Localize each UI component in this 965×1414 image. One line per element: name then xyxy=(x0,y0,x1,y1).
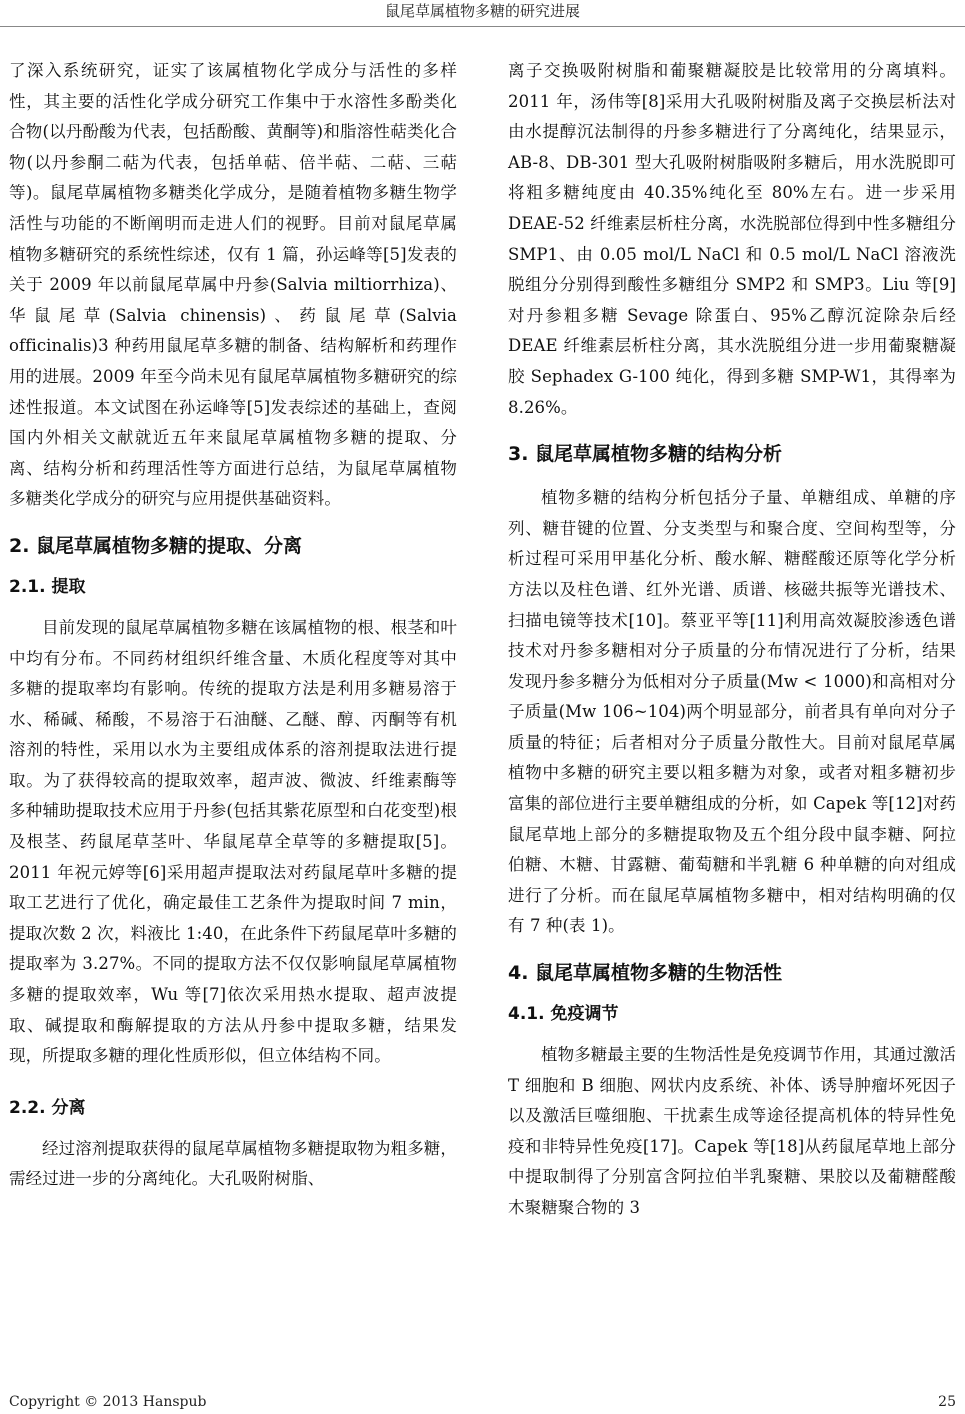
section-2-heading: 2. 鼠尾草属植物多糖的提取、分离 xyxy=(9,534,303,557)
separation-paragraph-continued: 离子交换吸附树脂和葡聚糖凝胶是比较常用的分离填料。2011 年，汤伟等[8]采用大孔吸附树脂及离子交换层析法对由水提醇沉法制得的丹参多糖进行了分离纯化，结果显示，AB-8、DB-301 型大孔吸附树脂吸附多糖后，用水洗脱即可将粗多糖纯度由 40.35%纯化至 80%左右。进一步采用 DEAE-52 纤维素层析柱分离，水洗脱部位得到中性多糖组分 SMP1、由 0.05 mol/L NaCl 和 0.5 mol/L NaCl 溶液洗脱组分分别得到酸性多糖组分 SMP2 和 SMP3。Liu 等[9]对丹参粗多糖 Sevage 除蛋白、95%乙醇沉淀除杂后经 DEAE 纤维素层析柱分离，其水洗脱组分进一步用葡聚糖凝胶 Sephadex G-100 纯化，得到多糖 SMP-W1，其得率为 8.26%。 xyxy=(508,61,956,417)
running-header xyxy=(0,0,965,27)
page-number: 25 xyxy=(938,1394,956,1410)
intro-paragraph-continued: 了深入系统研究，证实了该属植物化学成分与活性的多样性，其主要的活性化学成分研究工作集中于水溶性多酚类化合物(以丹酚酸为代表，包括酚酸、黄酮等)和脂溶性萜类化合物(以丹参酮二萜为代表，包括单萜、倍半萜、二萜、三萜等)。鼠尾草属植物多糖类化学成分，是随着植物多糖生物学活性与功能的不断阐明而走进人们的视野。目前对鼠尾草属植物多糖研究的系统性综述，仅有 1 篇，孙运峰等[5]发表的关于 2009 年以前鼠尾草属中丹参(Salvia miltiorrhiza)、华鼠尾草(Salvia chinensis)、药鼠尾草(Salvia officinalis)3 种药用鼠尾草多糖的制备、结构解析和药理作用的进展。2009 年至今尚未见有鼠尾草属植物多糖研究的综述性报道。本文试图在孙运峰等[5]发表综述的基础上，查阅国内外相关文献就近五年来鼠尾草属植物多糖的提取、分离、结构分析和药理活性等方面进行总结，为鼠尾草属植物多糖类化学成分的研究与应用提供基础资料。 xyxy=(9,61,457,509)
separation-paragraph: 经过溶剂提取获得的鼠尾草属植物多糖提取物为粗多糖，需经过进一步的分离纯化。大孔吸附树脂、 xyxy=(9,1138,457,1189)
section-2-1-heading: 2.1. 提取 xyxy=(9,576,86,597)
extraction-paragraph: 目前发现的鼠尾草属植物多糖在该属植物的根、根茎和叶中均有分布。不同药材组织纤维含量、木质化程度等对其中多糖的提取率均有影响。传统的提取方法是利用多糖易溶于水、稀碱、稀酸，不易溶于石油醚、乙醚、醇、丙酮等有机溶剂的特性，采用以水为主要组成体系的溶剂提取法进行提取。为了获得较高的提取效率，超声波、微波、纤维素酶等多种辅助提取技术应用于丹参(包括其紫花原型和白花变型)根及根茎、药鼠尾草茎叶、华鼠尾草全草等的多糖提取[5]。2011 年祝元婷等[6]采用超声提取法对药鼠尾草叶多糖的提取工艺进行了优化，确定最佳工艺条件为提取时间 7 min，提取次数 2 次，料液比 1:40，在此条件下药鼠尾草叶多糖的提取率为 3.27%。不同的提取方法不仅仅影响鼠尾草属植物多糖的提取效率，Wu 等[7]依次采用热水提取、超声波提取、碱提取和酶解提取的方法从丹参中提取多糖，结果发现，所提取多糖的理化性质形似，但立体结构不同。 xyxy=(9,617,457,1066)
structure-paragraph: 植物多糖的结构分析包括分子量、单糖组成、单糖的序列、糖苷键的位置、分支类型与和聚合度、空间构型等，分析过程可采用甲基化分析、酸水解、糖醛酸还原等化学分析方法以及柱色谱、红外光谱、质谱、核磁共振等光谱技术、扫描电镜等技术[10]。蔡亚平等[11]利用高效凝胶渗透色谱技术对丹参多糖相对分子质量的分布情况进行了分析，结果发现丹参多糖分为低相对分子质量(Mw < 1000)和高相对分子质量(Mw 106~104)两个明显部分，前者具有单向对分子质量的特征；后者相对分子质量分散性大。目前对鼠尾草属植物中多糖的研究主要以粗多糖为对象，或者对粗多糖初步富集的部位进行主要单糖组成的分析，如 Capek 等[12]对药鼠尾草地上部分的多糖提取物及五个组分段中鼠李糖、阿拉伯糖、木糖、甘露糖、葡萄糖和半乳糖 6 种单糖的向对组成进行了分析。而在鼠尾草属植物多糖中，相对结构明确的仅有 7 种(表 1)。 xyxy=(508,488,956,936)
section-2-2-heading: 2.2. 分离 xyxy=(9,1097,86,1118)
left-column xyxy=(9,56,457,1195)
copyright-notice: Copyright © 2013 Hanspub xyxy=(9,1394,207,1410)
section-4-1-heading: 4.1. 免疫调节 xyxy=(508,1004,619,1025)
right-column xyxy=(508,56,956,1224)
section-4-heading: 4. 鼠尾草属植物多糖的生物活性 xyxy=(508,962,783,985)
page-footer xyxy=(0,1392,965,1412)
immunity-paragraph: 植物多糖最主要的生物活性是免疫调节作用，其通过激活 T 细胞和 B 细胞、网状内皮系统、补体、诱导肿瘤坏死因子以及激活巨噬细胞、干扰素生成等途径提高机体的特异性免疫和非特异性免疫[17]。Capek 等[18]从药鼠尾草地上部分中提取制得了分别富含阿拉伯半乳聚糖、果胶以及葡糖醛酸木聚糖聚合物的 3 xyxy=(508,1045,956,1217)
running-header-title: 鼠尾草属植物多糖的研究进展 xyxy=(384,2,580,20)
section-3-heading: 3. 鼠尾草属植物多糖的结构分析 xyxy=(508,443,783,466)
